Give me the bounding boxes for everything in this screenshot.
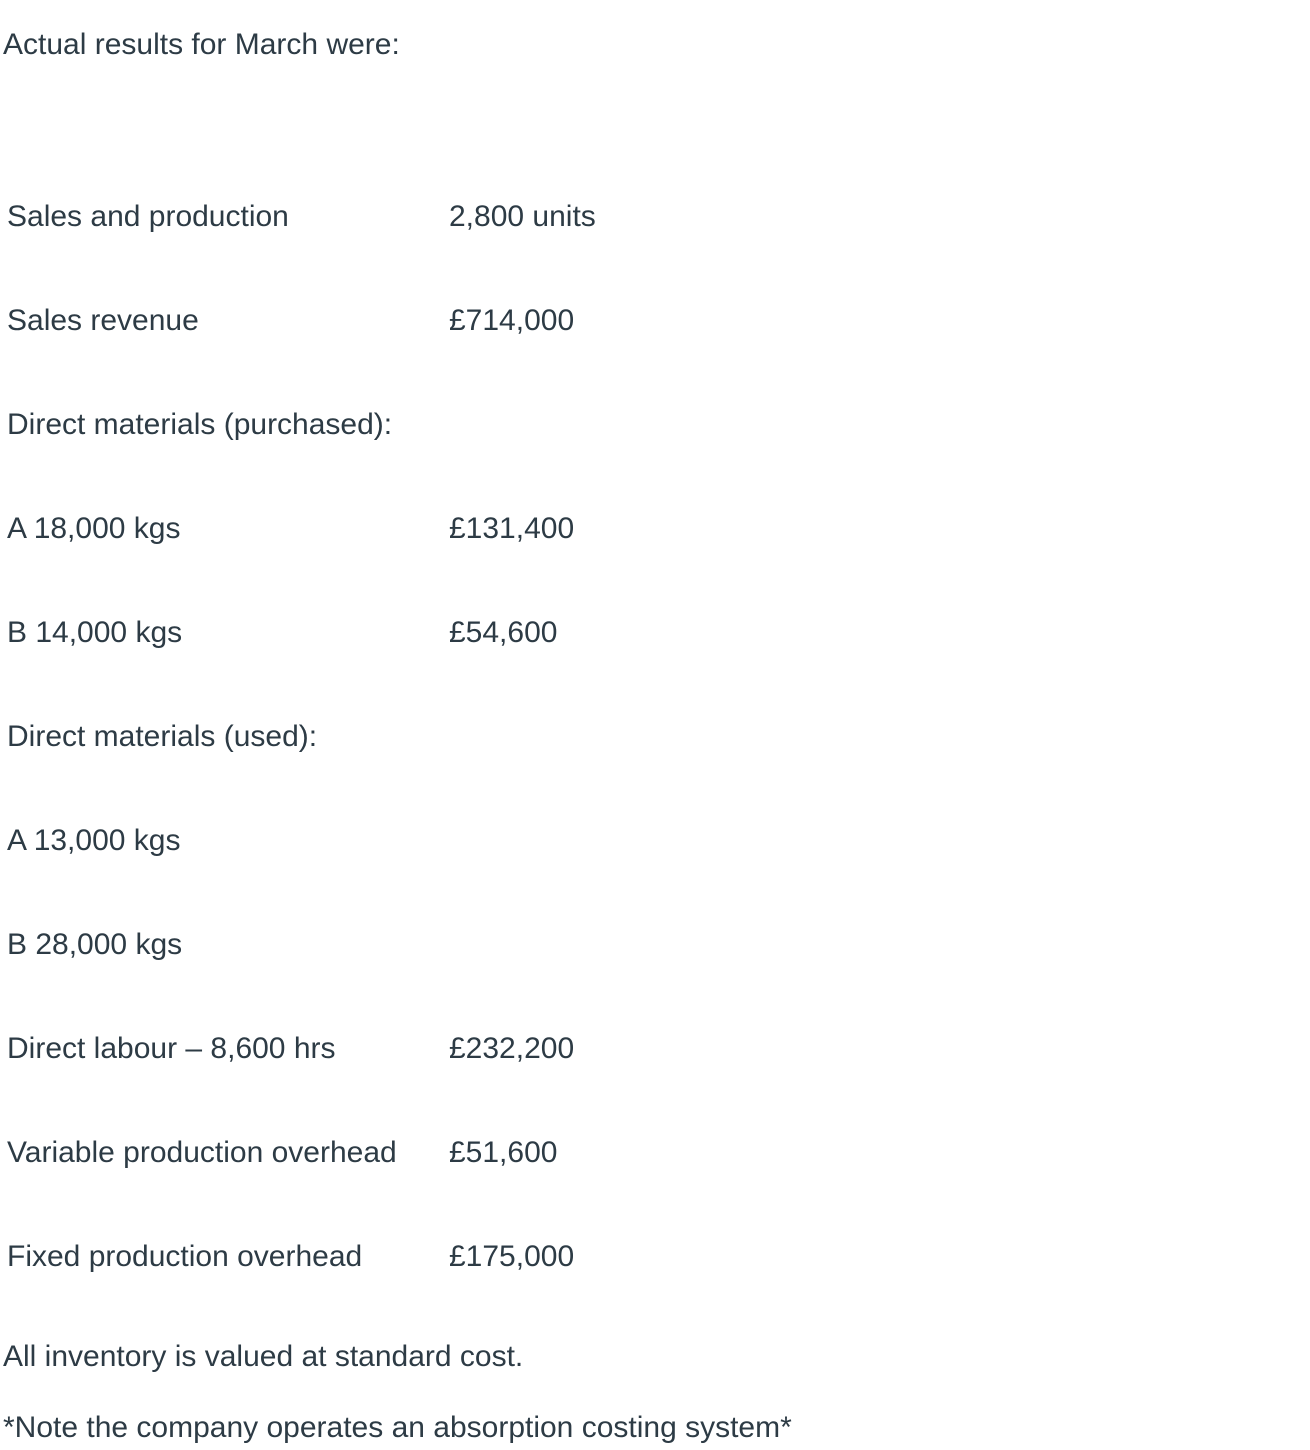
row-label: A 18,000 kgs xyxy=(7,512,181,545)
costing-note: *Note the company operates an absorption costing system* xyxy=(3,1411,792,1444)
row-value: £131,400 xyxy=(449,512,575,545)
row-value: 2,800 units xyxy=(449,200,596,233)
row-value: £54,600 xyxy=(449,616,558,649)
row-value: £714,000 xyxy=(449,304,575,337)
row-label: Sales revenue xyxy=(7,304,199,337)
row-value: £175,000 xyxy=(449,1240,575,1273)
row-label: A 13,000 kgs xyxy=(7,824,181,857)
row-value: £232,200 xyxy=(449,1032,575,1065)
row-label: Direct materials (purchased): xyxy=(7,408,393,441)
row-label: Fixed production overhead xyxy=(7,1240,363,1273)
row-label: B 28,000 kgs xyxy=(7,928,183,961)
row-value: £51,600 xyxy=(449,1136,558,1169)
row-label: B 14,000 kgs xyxy=(7,616,183,649)
intro-text: Actual results for March were: xyxy=(3,28,400,61)
row-label: Variable production overhead xyxy=(7,1136,397,1169)
row-label: Direct materials (used): xyxy=(7,720,318,753)
inventory-note: All inventory is valued at standard cost. xyxy=(3,1340,524,1373)
row-label: Direct labour – 8,600 hrs xyxy=(7,1032,336,1065)
row-label: Sales and production xyxy=(7,200,289,233)
